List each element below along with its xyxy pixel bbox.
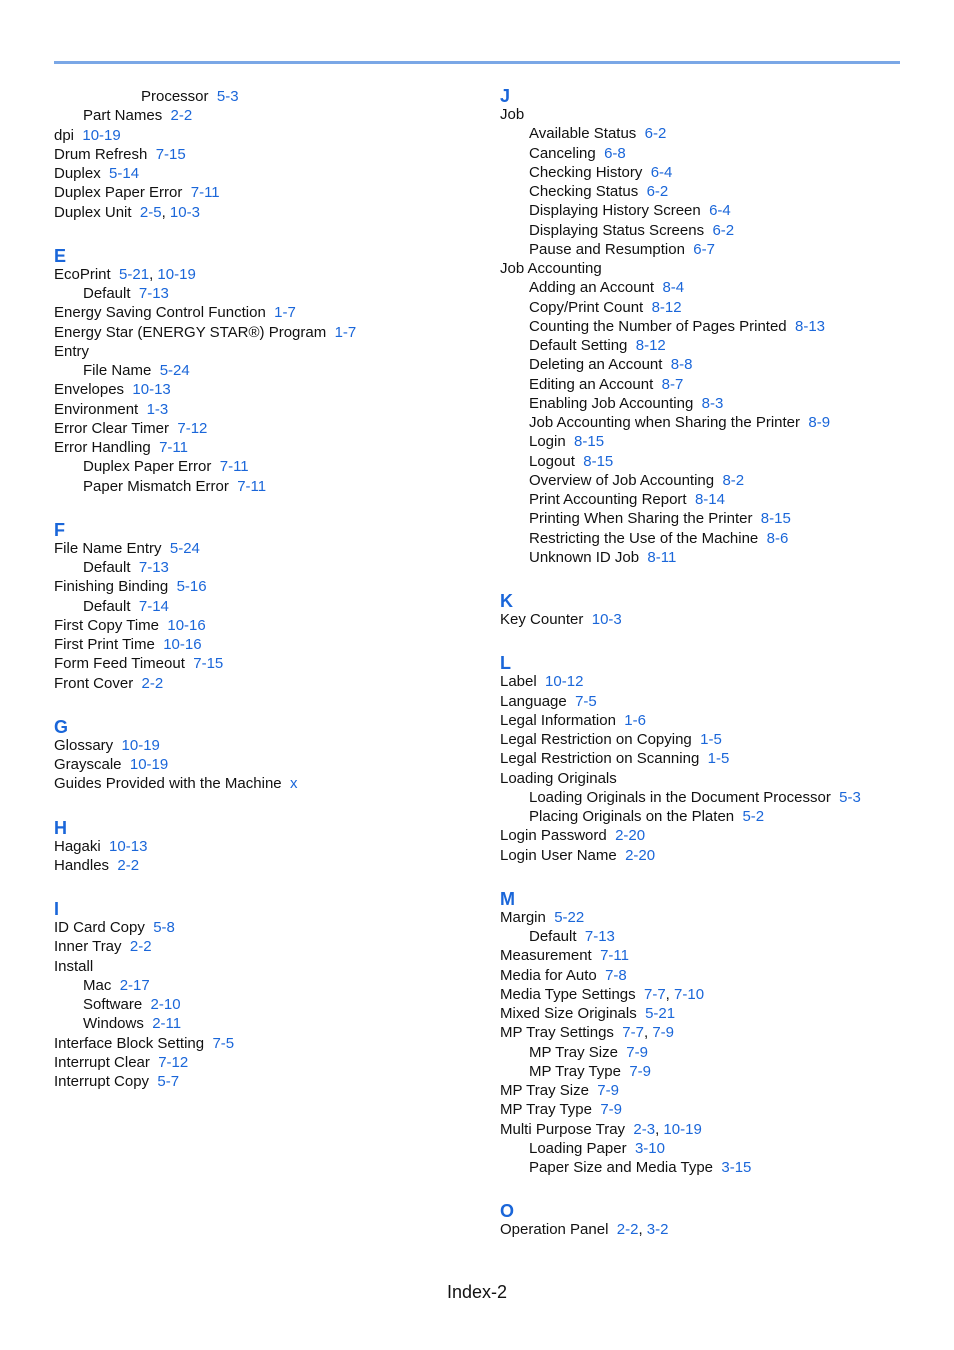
index-entry bbox=[54, 837, 147, 856]
index-entry bbox=[54, 755, 168, 774]
page-reference-link[interactable]: 5-7 bbox=[157, 1073, 180, 1090]
index-entry bbox=[529, 413, 830, 432]
index-entry bbox=[529, 927, 615, 946]
index-entry bbox=[54, 303, 296, 322]
index-entry bbox=[500, 1004, 675, 1023]
section-heading-f: F bbox=[54, 519, 65, 540]
index-entry-label: Displaying Status Screens bbox=[529, 221, 705, 239]
index-entry bbox=[500, 711, 646, 730]
index-entry-label: Printing When Sharing the Printer bbox=[529, 510, 753, 528]
index-entry-label: Environment bbox=[54, 400, 139, 418]
index-entry bbox=[500, 769, 617, 788]
index-entry-label: MP Tray Type bbox=[529, 1062, 621, 1080]
index-entry bbox=[54, 539, 200, 558]
page-reference-link[interactable]: 8-6 bbox=[766, 529, 789, 547]
index-entry-label: Available Status bbox=[529, 125, 637, 143]
page-reference-link[interactable]: 8-4 bbox=[662, 279, 685, 297]
index-entry-label: Default bbox=[529, 928, 577, 945]
index-entry bbox=[500, 692, 597, 711]
page-reference-link[interactable]: 2-10 bbox=[150, 996, 181, 1013]
page-reference-link[interactable]: 3-10 bbox=[634, 1139, 665, 1157]
index-entry-label: Editing an Account bbox=[529, 375, 654, 393]
index-entry bbox=[529, 471, 744, 490]
index-entry bbox=[54, 674, 163, 693]
page-reference-link[interactable]: 5-22 bbox=[554, 908, 585, 926]
index-entry bbox=[500, 610, 622, 629]
index-entry bbox=[83, 995, 181, 1014]
index-entry-label: Language bbox=[500, 692, 567, 710]
index-entry bbox=[54, 937, 152, 956]
index-entry-label: Job bbox=[500, 106, 525, 123]
index-entry-label: Mac bbox=[83, 976, 112, 994]
page-reference-link[interactable]: 2-2 bbox=[170, 107, 193, 125]
page-reference-link[interactable]: 10-3 bbox=[591, 611, 622, 628]
index-entry bbox=[54, 380, 171, 399]
index-entry bbox=[500, 908, 584, 927]
index-entry bbox=[83, 361, 190, 380]
index-entry-label: Entry bbox=[54, 342, 90, 360]
index-entry-label: Job Accounting bbox=[500, 260, 602, 277]
index-entry-label: Login User Name bbox=[500, 846, 617, 864]
page-reference-link[interactable]: 7-15 bbox=[155, 145, 186, 163]
page-reference-link[interactable]: 7-9 bbox=[597, 1082, 619, 1099]
index-entry bbox=[500, 1100, 622, 1119]
index-entry-label: Guides Provided with the Machine bbox=[54, 775, 282, 793]
page-reference-link[interactable]: 10-19 bbox=[121, 736, 160, 754]
section-heading-m: M bbox=[500, 888, 515, 909]
page-reference-link[interactable]: 5-3 bbox=[216, 88, 239, 105]
index-entry bbox=[83, 284, 169, 303]
index-entry bbox=[529, 124, 666, 143]
page-reference-link[interactable]: 2-2 bbox=[616, 1221, 639, 1239]
page-reference-link[interactable]: 5-24 bbox=[169, 539, 200, 557]
index-entry-label: Measurement bbox=[500, 947, 592, 965]
index-entry bbox=[54, 126, 121, 145]
page-reference-link[interactable]: 10-19 bbox=[129, 756, 169, 773]
page-reference-link[interactable]: 10-13 bbox=[132, 381, 171, 399]
index-entry-label: Default Setting bbox=[529, 337, 628, 354]
page-reference-link[interactable]: 8-15 bbox=[760, 510, 791, 528]
index-entry bbox=[500, 946, 629, 965]
index-entry bbox=[529, 144, 626, 163]
index-entry bbox=[500, 826, 645, 845]
page-reference-link[interactable]: 7-13 bbox=[138, 285, 169, 302]
index-entry-label: Key Counter bbox=[500, 611, 584, 628]
index-entry bbox=[529, 788, 861, 807]
page-reference-link[interactable]: 5-21 bbox=[645, 1005, 676, 1022]
page-reference-link[interactable]: 2-20 bbox=[615, 827, 646, 845]
section-heading-g: G bbox=[54, 716, 69, 737]
index-entry bbox=[54, 183, 220, 202]
index-entry: Multi Purpose Tray 2-3, 10-19 bbox=[500, 1120, 702, 1138]
index-entry-label: Operation Panel bbox=[500, 1221, 609, 1239]
index-entry-label: Loading Originals in the Document Processor bbox=[529, 788, 831, 806]
index-entry-label: Error Clear Timer bbox=[54, 419, 170, 437]
index-entry bbox=[529, 375, 683, 394]
page-reference-link[interactable]: 2-2 bbox=[129, 938, 152, 956]
page-reference-link[interactable]: 7-9 bbox=[626, 1043, 648, 1061]
index-entry-label: Interrupt Copy bbox=[54, 1073, 150, 1090]
index-entry bbox=[54, 145, 186, 164]
index-entry-label: Legal Restriction on Copying bbox=[500, 731, 692, 748]
page-reference-link[interactable]: 8-2 bbox=[722, 471, 745, 489]
index-entry-label: Energy Saving Control Function bbox=[54, 304, 266, 322]
index-entry bbox=[83, 597, 169, 616]
index-entry-label: Form Feed Timeout bbox=[54, 655, 185, 673]
page-reference-link[interactable]: 8-12 bbox=[635, 337, 666, 354]
index-entry-label: Inner Tray bbox=[54, 938, 122, 956]
index-entry bbox=[54, 635, 202, 654]
page-reference-link[interactable]: 3-2 bbox=[646, 1221, 669, 1239]
page-reference-link[interactable]: 6-4 bbox=[709, 202, 731, 220]
index-entry bbox=[83, 558, 169, 577]
index-entry-label: Print Accounting Report bbox=[529, 491, 687, 508]
index-entry-label: Duplex bbox=[54, 165, 101, 182]
page-reference-link[interactable]: 1-6 bbox=[624, 711, 646, 729]
index-entry-label: Default bbox=[83, 559, 131, 576]
index-entry-label: MP Tray Type bbox=[500, 1101, 592, 1119]
page-reference-link[interactable]: 5-24 bbox=[159, 362, 190, 379]
index-entry bbox=[500, 966, 627, 985]
section-heading-e: E bbox=[54, 245, 67, 266]
page-reference-link[interactable]: 7-9 bbox=[600, 1101, 623, 1119]
index-entry: MP Tray Settings 7-7, 7-9 bbox=[500, 1024, 674, 1042]
page-reference-link[interactable]: 7-11 bbox=[237, 477, 267, 495]
page-reference-link[interactable]: 1-7 bbox=[274, 304, 296, 322]
page-reference-link[interactable]: 6-8 bbox=[604, 144, 626, 162]
page-reference-link[interactable]: 1-5 bbox=[700, 731, 722, 748]
index-entry bbox=[83, 106, 192, 125]
index-entry bbox=[500, 672, 583, 691]
index-entry bbox=[529, 432, 604, 451]
index-entry-label: Pause and Resumption bbox=[529, 240, 685, 258]
index-entry-label: Restricting the Use of the Machine bbox=[529, 529, 759, 547]
index-entry bbox=[54, 438, 188, 457]
index-entry bbox=[529, 1062, 651, 1081]
index-entry: EcoPrint 5-21, 10-19 bbox=[54, 265, 196, 283]
index-entry-label: Placing Originals on the Platen bbox=[529, 808, 735, 825]
index-entry-label: Duplex Unit bbox=[54, 203, 132, 221]
index-entry-label: Energy Star (ENERGY STAR®) Program bbox=[54, 323, 327, 341]
page-reference-link[interactable]: 2-3 bbox=[633, 1120, 656, 1138]
index-entry-label: Media Type Settings bbox=[500, 985, 636, 1003]
index-entry-label: Checking History bbox=[529, 163, 643, 181]
index-entry bbox=[529, 163, 672, 182]
page-number: Index-2 bbox=[446, 1282, 508, 1302]
index-entry bbox=[54, 736, 160, 755]
index-entry bbox=[529, 201, 731, 220]
top-rule bbox=[54, 61, 900, 64]
section-heading-h: H bbox=[54, 817, 67, 838]
index-entry-label: Unknown ID Job bbox=[529, 548, 640, 566]
index-entry bbox=[529, 529, 788, 548]
page-reference-link[interactable]: 7-11 bbox=[600, 947, 629, 965]
index-entry bbox=[529, 509, 791, 528]
index-entry-label: Error Handling bbox=[54, 439, 151, 456]
page-reference-link[interactable]: 7-5 bbox=[212, 1034, 235, 1052]
index-entry: Operation Panel 2-2, 3-2 bbox=[500, 1221, 669, 1239]
page-reference-link[interactable]: 8-9 bbox=[808, 414, 831, 431]
index-entry-label: Counting the Number of Pages Printed bbox=[529, 317, 787, 335]
page-reference-link[interactable]: 7-7 bbox=[622, 1024, 644, 1042]
page-reference-link[interactable]: 8-14 bbox=[694, 491, 725, 508]
page-reference-link[interactable]: 6-4 bbox=[650, 163, 673, 181]
page-reference-link[interactable]: 5-16 bbox=[176, 578, 207, 596]
page-reference-link[interactable]: 7-11 bbox=[219, 458, 249, 476]
index-entry-label: Loading Paper bbox=[529, 1139, 627, 1157]
page-reference-link[interactable]: 8-3 bbox=[701, 394, 724, 412]
index-entry-label: MP Tray Settings bbox=[500, 1024, 614, 1042]
index-entry bbox=[141, 87, 239, 106]
page-reference-link[interactable]: 7-14 bbox=[138, 597, 169, 615]
page-reference-link[interactable]: 6-2 bbox=[712, 221, 735, 239]
index-entry bbox=[529, 336, 666, 355]
page-reference-link[interactable]: 2-20 bbox=[625, 846, 656, 864]
index-entry-label: Multi Purpose Tray bbox=[500, 1120, 626, 1138]
index-entry-label: Software bbox=[83, 996, 143, 1013]
index-entry bbox=[54, 616, 206, 635]
index-entry bbox=[83, 477, 266, 496]
index-entry bbox=[54, 957, 93, 976]
page-reference-link[interactable]: 7-13 bbox=[584, 928, 615, 945]
page-reference-link[interactable]: 7-5 bbox=[575, 692, 597, 710]
index-entry-label: Install bbox=[54, 957, 94, 975]
index-entry-label: Logout bbox=[529, 452, 575, 470]
page-reference-link[interactable]: 8-15 bbox=[583, 452, 614, 470]
index-entry-label: EcoPrint bbox=[54, 265, 111, 283]
page-reference-link[interactable]: 10-19 bbox=[82, 126, 121, 144]
index-entry bbox=[529, 355, 692, 374]
index-entry bbox=[54, 856, 139, 875]
page-reference-link[interactable]: 2-11 bbox=[152, 1015, 182, 1033]
index-entry-label: Drum Refresh bbox=[54, 145, 148, 163]
page-reference-link[interactable]: 8-7 bbox=[661, 375, 684, 393]
index-entry bbox=[54, 342, 89, 361]
page-reference-link[interactable]: 7-11 bbox=[190, 184, 220, 202]
page-reference-link[interactable]: 10-16 bbox=[163, 636, 202, 653]
page-reference-link[interactable]: 8-15 bbox=[574, 433, 605, 451]
page-reference-link[interactable]: 8-8 bbox=[670, 356, 693, 374]
page-reference-link[interactable]: 1-3 bbox=[146, 400, 169, 418]
section-heading-l: L bbox=[500, 653, 511, 674]
index-entry bbox=[529, 221, 734, 240]
index-entry bbox=[54, 1072, 179, 1091]
page-reference-link[interactable]: 5-3 bbox=[839, 788, 861, 806]
index-entry bbox=[500, 105, 524, 124]
section-heading-o: O bbox=[500, 1201, 515, 1222]
section-heading-i: I bbox=[54, 899, 60, 919]
index-entry bbox=[54, 654, 223, 673]
index-entry-label: File Name bbox=[83, 362, 152, 379]
page-reference-link[interactable]: 5-21 bbox=[119, 265, 150, 283]
index-entry-label: Interface Block Setting bbox=[54, 1034, 205, 1052]
index-entry bbox=[500, 749, 729, 768]
index-entry-label: Adding an Account bbox=[529, 279, 655, 297]
index-entry-label: MP Tray Size bbox=[500, 1082, 589, 1099]
index-entry-label: Job Accounting when Sharing the Printer bbox=[529, 414, 801, 431]
index-entry bbox=[529, 807, 764, 826]
index-entry bbox=[500, 846, 655, 865]
page-reference-link[interactable]: 1-5 bbox=[707, 750, 730, 768]
index-entry-label: Overview of Job Accounting bbox=[529, 471, 715, 489]
page-reference-link[interactable]: 7-15 bbox=[193, 655, 224, 673]
index-entry bbox=[529, 490, 725, 509]
index-entry-label: Duplex Paper Error bbox=[54, 184, 183, 202]
section-heading-j: J bbox=[500, 86, 511, 106]
index-entry-label: Canceling bbox=[529, 144, 596, 162]
index-entry-label: Displaying History Screen bbox=[529, 202, 701, 220]
index-entry bbox=[54, 774, 297, 793]
index-entry-label: Loading Originals bbox=[500, 769, 617, 787]
index-entry-label: Default bbox=[83, 597, 131, 615]
page-reference-link[interactable]: 10-12 bbox=[545, 673, 584, 691]
index-entry-label: Checking Status bbox=[529, 183, 639, 200]
index-entry bbox=[529, 182, 668, 201]
page-reference-link[interactable]: 10-16 bbox=[167, 616, 206, 634]
index-entry-label: ID Card Copy bbox=[54, 919, 145, 936]
index-entry-label: Handles bbox=[54, 856, 110, 874]
page-reference-link[interactable]: 8-13 bbox=[795, 317, 826, 335]
index-entry-label: Envelopes bbox=[54, 381, 125, 399]
page-reference-link[interactable]: 7-11 bbox=[159, 439, 188, 456]
index-entry-label: Grayscale bbox=[54, 756, 122, 773]
index-entry bbox=[54, 577, 207, 596]
page-reference-link[interactable]: 10-13 bbox=[109, 837, 148, 855]
page-reference-link[interactable]: 2-2 bbox=[117, 856, 140, 874]
index-entry bbox=[54, 164, 139, 183]
page-reference-link[interactable]: 2-2 bbox=[141, 674, 164, 692]
page-reference-link[interactable]: 7-13 bbox=[138, 559, 169, 576]
index-entry bbox=[529, 1139, 665, 1158]
index-entry bbox=[83, 1014, 181, 1033]
index-entry: Media Type Settings 7-7, 7-10 bbox=[500, 985, 705, 1003]
index-entry-label: First Print Time bbox=[54, 636, 155, 653]
page-reference-link[interactable]: 1-7 bbox=[334, 323, 357, 341]
index-entry-label: Part Names bbox=[83, 107, 163, 125]
index-entry-label: Login bbox=[529, 433, 566, 451]
index-entry bbox=[54, 419, 207, 438]
page-reference-link[interactable]: 5-14 bbox=[109, 165, 140, 182]
index-entry bbox=[529, 394, 723, 413]
index-entry-label: Login Password bbox=[500, 827, 607, 845]
page-reference-link[interactable]: 10-19 bbox=[663, 1120, 702, 1138]
index-entry bbox=[529, 452, 613, 471]
index-entry-label: Hagaki bbox=[54, 837, 101, 855]
index-entry-label: Deleting an Account bbox=[529, 356, 663, 374]
index-entry-label: Default bbox=[83, 285, 131, 302]
index-entry-label: dpi bbox=[54, 126, 75, 144]
page-reference-link[interactable]: 7-8 bbox=[605, 966, 627, 984]
page-reference-link[interactable]: 10-3 bbox=[169, 203, 200, 221]
index-entry bbox=[54, 323, 356, 342]
index-entry-label: Interrupt Clear bbox=[54, 1053, 150, 1071]
index-entry bbox=[500, 1081, 619, 1100]
index-entry: Duplex Unit 2-5, 10-3 bbox=[54, 203, 200, 221]
index-entry bbox=[83, 976, 150, 995]
page-reference-link[interactable]: 7-7 bbox=[643, 985, 666, 1003]
index-entry-label: Mixed Size Originals bbox=[500, 1005, 637, 1022]
index-entry bbox=[54, 1034, 234, 1053]
index-entry-label: Duplex Paper Error bbox=[83, 458, 212, 476]
index-entry-label: Paper Size and Media Type bbox=[529, 1159, 714, 1176]
index-entry bbox=[54, 918, 175, 937]
index-entry bbox=[529, 1043, 648, 1062]
index-entry bbox=[529, 278, 684, 297]
index-entry bbox=[529, 1158, 751, 1177]
page-reference-link[interactable]: 6-7 bbox=[693, 240, 715, 258]
index-entry-label: Glossary bbox=[54, 736, 114, 754]
page-reference-link[interactable]: 8-12 bbox=[651, 298, 682, 316]
index-entry bbox=[529, 298, 682, 317]
index-entry-label: Paper Mismatch Error bbox=[83, 477, 229, 495]
page-reference-link[interactable]: 7-9 bbox=[629, 1062, 652, 1080]
index-entry-label: Label bbox=[500, 673, 537, 691]
section-heading-k: K bbox=[500, 591, 513, 611]
page-reference-link[interactable]: 3-15 bbox=[721, 1159, 752, 1176]
page-reference-link[interactable]: 10-19 bbox=[157, 265, 196, 283]
page-reference-link[interactable]: 6-2 bbox=[646, 183, 669, 200]
index-entry bbox=[83, 457, 249, 476]
index-entry-label: Legal Restriction on Scanning bbox=[500, 750, 700, 768]
index-entry-label: Media for Auto bbox=[500, 966, 597, 984]
page-reference-link[interactable]: 7-10 bbox=[674, 985, 705, 1003]
index-entry-label: Legal Information bbox=[500, 711, 616, 729]
page-reference-link[interactable]: 7-12 bbox=[158, 1053, 189, 1071]
page-reference-link[interactable]: 5-2 bbox=[742, 808, 765, 825]
index-entry bbox=[529, 317, 825, 336]
page-reference-link[interactable]: 8-11 bbox=[647, 548, 677, 566]
index-entry bbox=[500, 259, 602, 278]
page-reference-link[interactable]: 7-12 bbox=[177, 419, 208, 437]
index-entry-label: Finishing Binding bbox=[54, 578, 169, 596]
index-entry bbox=[529, 240, 715, 259]
page-reference-link[interactable]: 5-8 bbox=[153, 919, 175, 936]
index-entry-label: Enabling Job Accounting bbox=[529, 394, 694, 412]
index-entry-label: File Name Entry bbox=[54, 539, 162, 557]
index-entry-label: Copy/Print Count bbox=[529, 298, 644, 316]
index-entry-label: Windows bbox=[83, 1015, 144, 1033]
index-entry-label: MP Tray Size bbox=[529, 1043, 618, 1061]
index-entry bbox=[529, 548, 676, 567]
page-reference-link[interactable]: 6-2 bbox=[644, 125, 667, 143]
page-reference-link[interactable]: 2-17 bbox=[119, 976, 150, 994]
index-entry bbox=[500, 730, 722, 749]
index-entry-label: First Copy Time bbox=[54, 616, 160, 634]
page-reference-link[interactable]: 7-9 bbox=[652, 1024, 674, 1042]
index-entry-label: Margin bbox=[500, 908, 546, 926]
index-entry bbox=[54, 1053, 188, 1072]
index-entry-label: Front Cover bbox=[54, 674, 134, 692]
index-entry bbox=[54, 400, 168, 419]
page-reference-link[interactable]: 2-5 bbox=[139, 203, 162, 221]
index-entry-label: Processor bbox=[141, 88, 209, 105]
page-reference-link[interactable]: x bbox=[289, 775, 298, 793]
